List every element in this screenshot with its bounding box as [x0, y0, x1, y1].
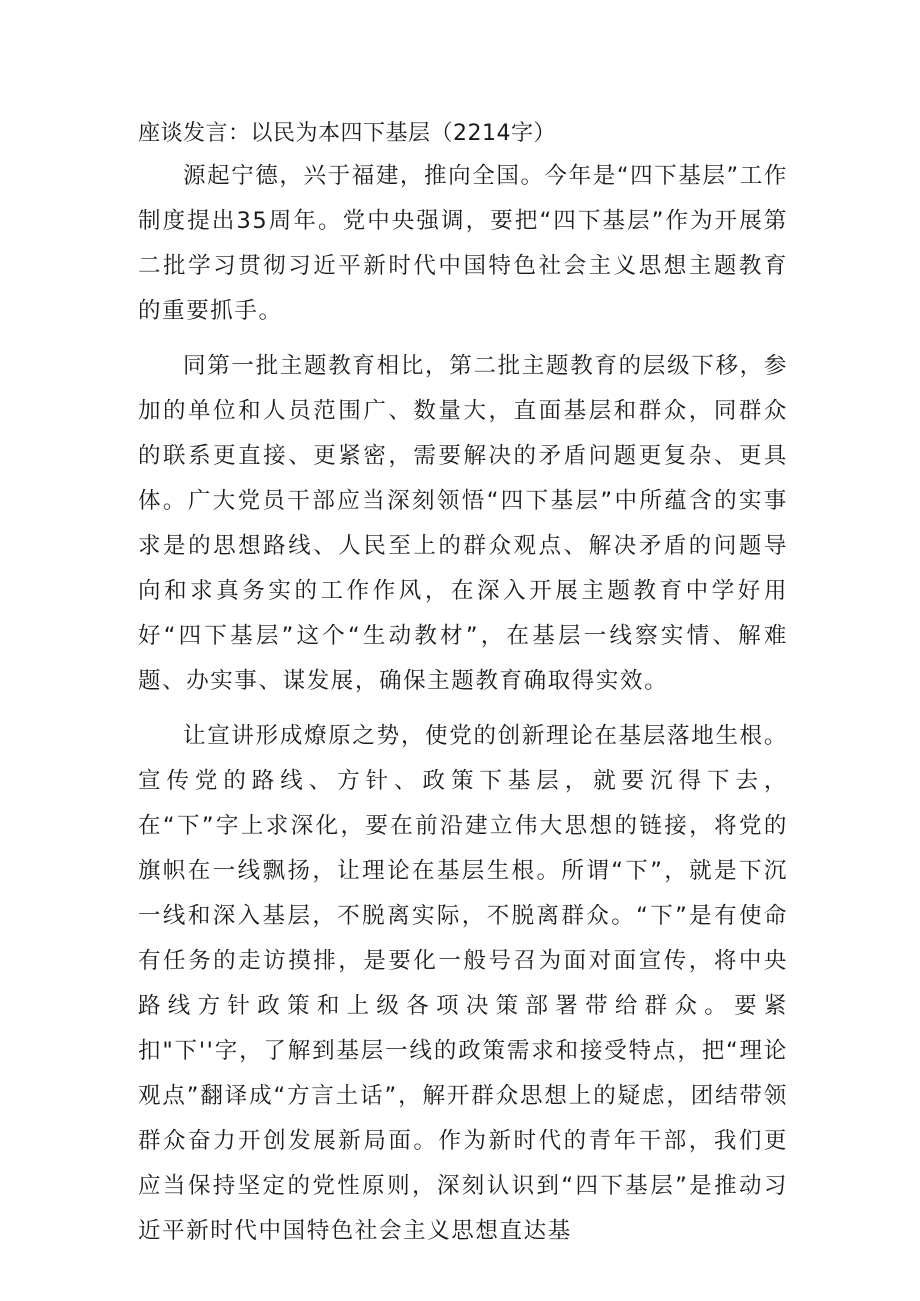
document-title: 座谈发言：以民为本四下基层（2214字）: [138, 121, 556, 146]
paragraph-1: 源起宁德，兴于福建，推向全国。今年是“四下基层”工作制度提出35周年。党中央强调，要把“四下基层”作为开展第二批学习贯彻习近平新时代中国特色社会主义思想主题教育的重要抓手。: [138, 163, 788, 324]
paragraph-3: 让宣讲形成燎原之势，使党的创新理论在基层落地生根。宣传党的路线、方针、政策下基层，就要沉得下去，在“下”字上求深化，要在前沿建立伟大思想的链接，将党的旗帜在一线飘扬，让理论在基层生根。所谓“下”，就是下沉一线和深入基层，不脱离实际，不脱离群众。“下”是有使命有任务的走访摸排，是要化一般号召为面对面宣传，将中央路线方针政策和上级各项决策部署带给群众。要紧扣"下''字，了解到基层一线的政策需求和接受特点，把“理论观点”翻译成“方言土话”，解开群众思想上的疑虑，团结带领群众奋力开创发展新局面。作为新时代的青年干部，我们更应当保持坚定的党性原则，深刻认识到“四下基层”是推动习近平新时代中国特色社会主义思想直达基: [138, 723, 788, 1244]
paragraph-2: 同第一批主题教育相比，第二批主题教育的层级下移，参加的单位和人员范围广、数量大，直面基层和群众，同群众的联系更直接、更紧密，需要解决的矛盾问题更复杂、更具体。广大党员干部应当深刻领悟“四下基层”中所蕴含的实事求是的思想路线、人民至上的群众观点、解决矛盾的问题导向和求真务实的工作作风，在深入开展主题教育中学好用好“四下基层”这个“生动教材”，在基层一线察实情、解难题、办实事、谋发展，确保主题教育确取得实效。: [138, 353, 788, 694]
document-body: [138, 114, 788, 1254]
